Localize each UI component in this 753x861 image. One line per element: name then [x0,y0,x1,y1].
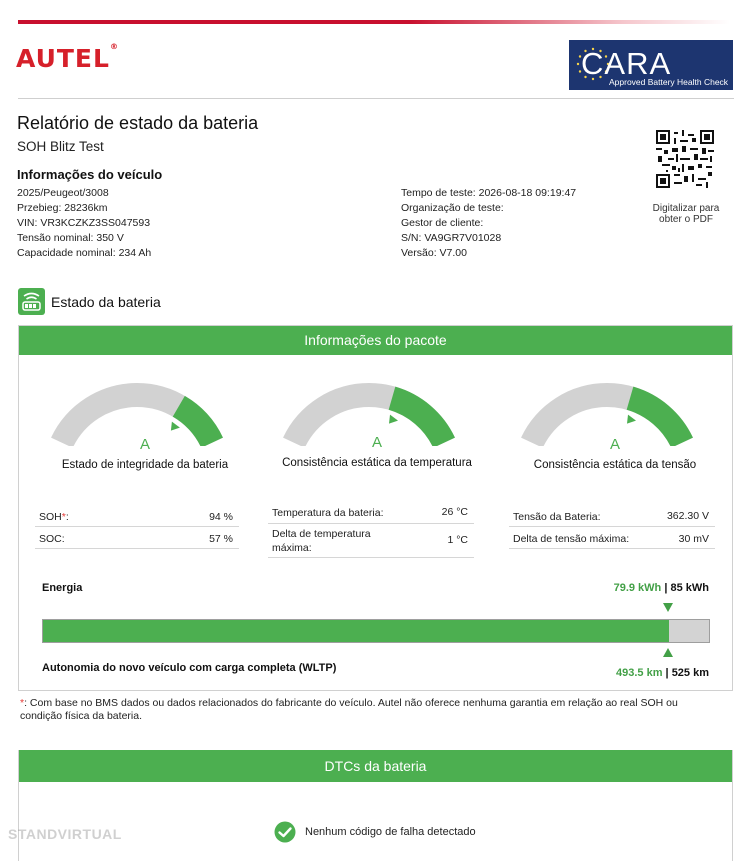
range-total: 525 km [671,667,709,679]
vehicle-model: 2025/Peugeot/3008 [17,187,109,199]
qr-caption [640,203,732,225]
qr-caption-line2: obter o PDF [659,214,713,225]
temperature-table [268,502,474,558]
range-marker-icon [663,648,673,657]
soh-key-suffix: : [65,511,69,523]
voltage-gauge [505,366,725,496]
battery-voltage-key: Tensão da Bateria: [513,511,601,523]
temperature-gauge-grade: A [371,434,382,451]
cara-logo [569,40,733,90]
gauge-pointer [627,415,636,424]
report-title: Relatório de estado da bateria [17,113,259,133]
soh-gauge-label: Estado de integridade da bateria [61,459,229,471]
table-row [509,506,715,527]
max-temperature-delta-key-line1: Delta de temperatura [272,528,371,540]
soh-table [35,506,239,549]
vehicle-info-heading: Informações do veículo [17,167,163,182]
energy-value [614,582,709,594]
soh-gauge-arc [35,366,255,446]
gauge-pointer [171,422,180,431]
range-current: 493.5 km [616,667,663,679]
energy-marker-icon [663,603,673,612]
test-organization: Organização de teste: [401,202,504,214]
table-row [268,502,474,524]
software-version: Versão: V7.00 [401,247,467,259]
battery-status-icon [18,288,45,315]
energy-bar-fill [43,620,669,642]
autel-logo: AUTEL® [16,42,119,73]
energy-bar [42,619,710,643]
serial-number: S/N: VA9GR7V01028 [401,232,502,244]
soh-gauge-grade: A [139,436,150,453]
vehicle-info-right [401,186,576,261]
voltage-gauge-grade: A [609,436,620,453]
footnote-text: : Com base no BMS dados ou dados relacionados do fabricante do veículo. Autel não oferece nenhuma garantia em relação ao real SOH ou condição física da bateria. [20,697,678,722]
test-time: Tempo de teste: 2026-08-18 09:19:47 [401,187,577,199]
energy-total: 85 kWh [670,582,709,594]
qr-caption-line1: Digitalizar para [652,203,720,214]
soh-value: 94 % [209,511,233,523]
soh-gauge [35,366,255,496]
qr-code-icon[interactable] [656,130,714,188]
soh-key-text: SOH [39,511,62,523]
table-row [35,527,239,549]
gauge-pointer [389,415,398,424]
header-accent-line [18,20,730,24]
temperature-gauge-label: Consistência estática da temperatura [282,457,472,469]
footnote-mark: * [20,697,25,709]
battery-voltage-value: 362.30 V [666,510,709,522]
soc-value: 57 % [209,533,233,545]
footnote [20,697,720,722]
max-voltage-delta-value: 30 mV [678,533,709,545]
range-label: Autonomia do novo veículo com carga completa (WLTP) [42,662,337,674]
max-temperature-delta-key-line2: máxima: [272,542,312,554]
header-divider [18,98,734,99]
soh-key [39,511,69,523]
temperature-gauge [267,366,487,496]
nominal-voltage: Tensão nominal: 350 V [17,232,124,244]
vehicle-mileage: Przebieg: 28236km [17,202,108,214]
report-subtitle: SOH Blitz Test [17,139,104,154]
vehicle-vin: VIN: VR3KCZKZ3SS047593 [17,217,151,229]
table-row [509,527,715,549]
battery-temperature-key: Temperatura da bateria: [272,507,384,519]
battery-status-title: Estado da bateria [51,294,161,310]
dtc-status-text: Nenhum código de falha detectado [305,826,476,838]
standvirtual-watermark: STANDVIRTUAL [8,826,122,842]
cara-name: CARA [581,46,672,81]
battery-temperature-value: 26 °C [441,506,468,518]
voltage-table [509,506,715,549]
max-voltage-delta-key: Delta de tensão máxima: [513,533,630,545]
dtc-panel [18,750,733,861]
check-circle-icon [274,821,296,843]
dtc-header: DTCs da bateria [19,750,732,782]
client-manager: Gestor de cliente: [401,217,484,229]
nominal-capacity: Capacidade nominal: 234 Ah [17,247,152,259]
energy-current: 79.9 kWh [613,582,662,594]
range-separator: | [662,667,672,679]
energy-label: Energia [42,582,83,594]
voltage-gauge-label: Consistência estática da tensão [533,459,697,471]
max-temperature-delta-key [272,527,371,555]
vehicle-info-left [17,186,151,261]
soh-footnote-mark: * [61,511,66,523]
table-row [35,506,239,527]
max-temperature-delta-value: 1 °C [447,534,468,546]
pack-info-header: Informações do pacote [19,326,732,355]
energy-separator: | [661,582,671,594]
cara-subtitle: Approved Battery Health Check [609,77,729,87]
table-row [268,524,474,558]
voltage-gauge-arc [505,366,725,446]
range-value [616,667,709,679]
soc-key: SOC: [39,533,65,545]
